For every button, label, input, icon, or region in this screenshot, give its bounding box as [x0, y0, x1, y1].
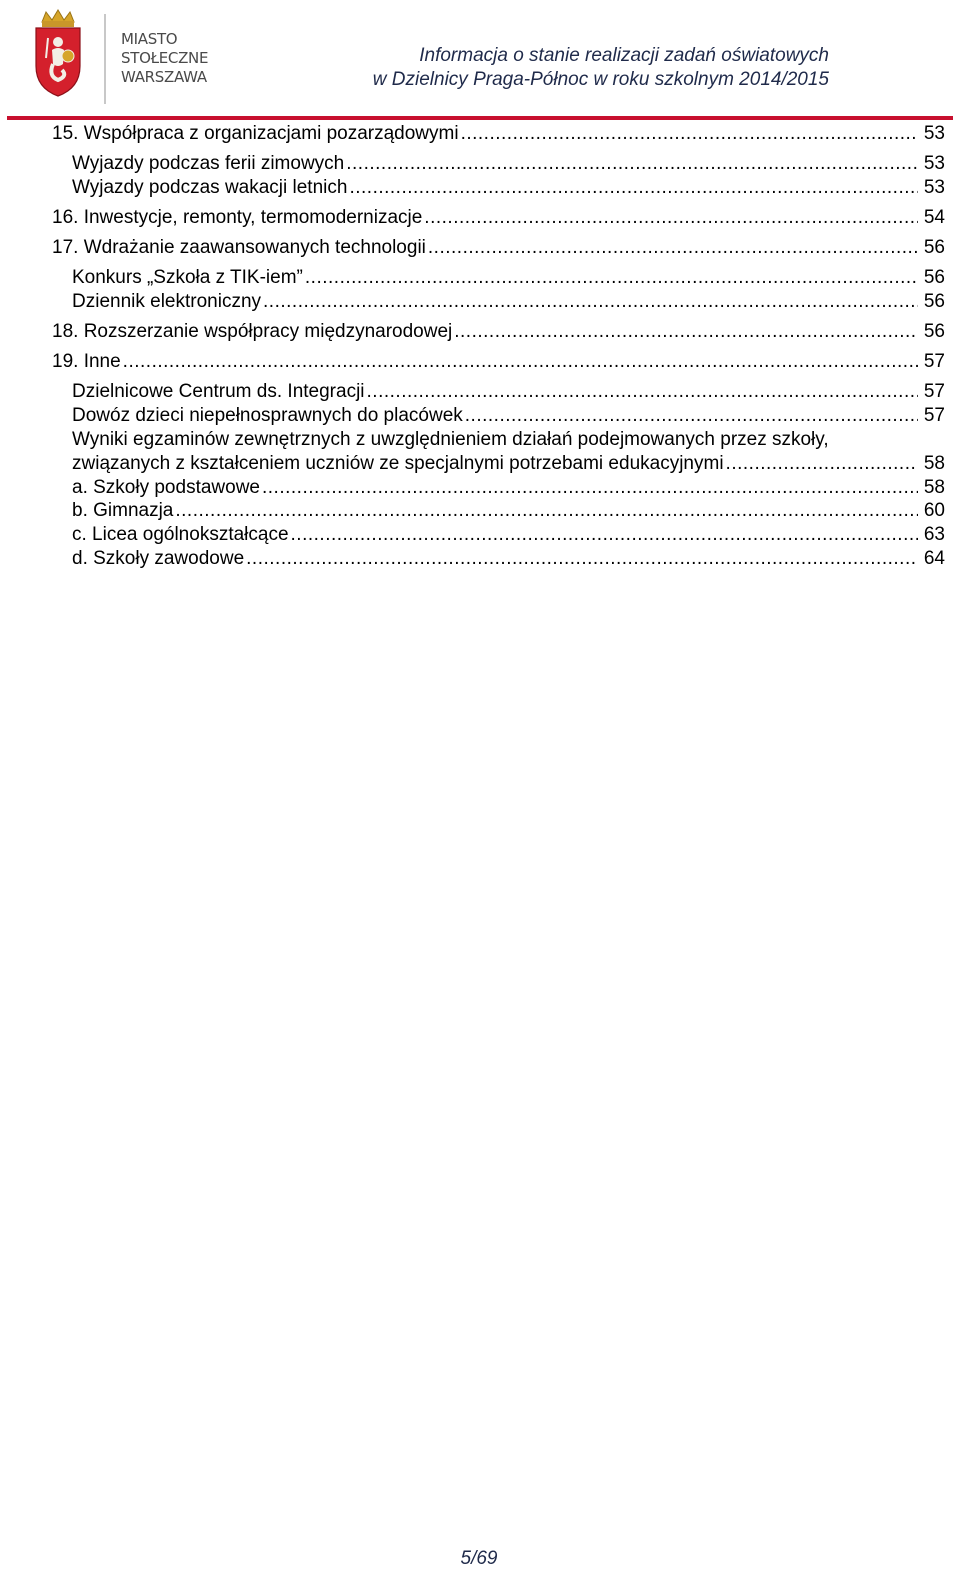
logo-divider	[104, 14, 106, 104]
dot-leader	[367, 380, 918, 404]
page-number: 54	[923, 207, 945, 228]
page-footer	[0, 1548, 960, 1570]
page-number: 58	[923, 477, 945, 498]
dot-leader	[465, 404, 918, 428]
toc-entry[interactable]: d. Szkoły zawodowe ..... 64	[72, 547, 945, 571]
page-number: 56	[923, 237, 945, 258]
toc-entry[interactable]: 18. Rozszerzanie współpracy międzynarodowej ..... 56	[52, 320, 945, 344]
page-number: 60	[923, 500, 945, 521]
toc-entry[interactable]: 19. Inne ..... 57	[52, 350, 945, 374]
page-number: 57	[923, 405, 945, 426]
footer-page-number: 5/69	[460, 1548, 498, 1569]
page-number: 64	[923, 548, 945, 569]
page-number: 53	[923, 153, 945, 174]
toc-entry[interactable]: 17. Wdrażanie zaawansowanych technologii ..... 56	[52, 236, 945, 260]
page-number: 56	[923, 321, 945, 342]
page-number: 53	[923, 123, 945, 144]
dot-leader	[262, 476, 918, 500]
dot-leader	[424, 206, 918, 230]
toc-entry[interactable]: c. Licea ogólnokształcące ..... 63	[72, 523, 945, 547]
dot-leader	[305, 266, 918, 290]
logo-wordmark: MIASTO STOŁECZNE WARSZAWA	[121, 30, 209, 86]
dot-leader	[349, 176, 917, 200]
page-number: 63	[923, 524, 945, 545]
toc-entry[interactable]: a. Szkoły podstawowe ..... 58	[72, 476, 945, 500]
header-rule	[7, 116, 953, 120]
dot-leader	[428, 236, 918, 260]
dot-leader	[123, 350, 918, 374]
toc-entry[interactable]: 15. Współpraca z organizacjami pozarządowymi ..... 53	[52, 122, 945, 146]
toc-entry[interactable]: Dziennik elektroniczny ..... 56	[72, 290, 945, 314]
warsaw-coat-of-arms-logo	[28, 8, 88, 98]
document-title-line1: Informacja o stanie realizacji zadań oświatowych	[419, 45, 829, 66]
page-number: 56	[923, 291, 945, 312]
toc-entry[interactable]: Konkurs „Szkoła z TIK-iem” ..... 56	[72, 266, 945, 290]
page-number: 57	[923, 351, 945, 372]
page-number: 58	[923, 453, 945, 474]
document-title	[373, 44, 829, 92]
dot-leader	[291, 523, 918, 547]
dot-leader	[346, 152, 918, 176]
toc-entry[interactable]: Dowóz dzieci niepełnosprawnych do placówek ..... 57	[72, 404, 945, 428]
dot-leader	[461, 122, 918, 146]
page-number: 57	[923, 381, 945, 402]
dot-leader	[246, 547, 918, 571]
dot-leader	[726, 452, 918, 476]
toc-entry[interactable]: 16. Inwestycje, remonty, termomodernizacje ..... 54	[52, 206, 945, 230]
toc-entry[interactable]: Dzielnicowe Centrum ds. Integracji ..... 57	[72, 380, 945, 404]
toc-entry[interactable]: Wyjazdy podczas wakacji letnich ..... 53	[72, 176, 945, 200]
toc-entry[interactable]: b. Gimnazja ..... 60	[72, 499, 945, 523]
page-header	[0, 0, 960, 125]
dot-leader	[263, 290, 918, 314]
toc-entry[interactable]: związanych z kształceniem uczniów ze specjalnymi potrzebami edukacyjnymi ..... 58	[72, 452, 945, 476]
page-number: 53	[923, 177, 945, 198]
toc-entry-line1[interactable]: Wyniki egzaminów zewnętrznych z uwzględnieniem działań podejmowanych przez szkoły,	[72, 429, 829, 450]
toc-entry[interactable]: Wyjazdy podczas ferii zimowych ..... 53	[72, 152, 945, 176]
dot-leader	[175, 499, 917, 523]
dot-leader	[454, 320, 918, 344]
document-title-line2: w Dzielnicy Praga-Północ w roku szkolnym 2014/2015	[372, 69, 829, 90]
page-number: 56	[923, 267, 945, 288]
